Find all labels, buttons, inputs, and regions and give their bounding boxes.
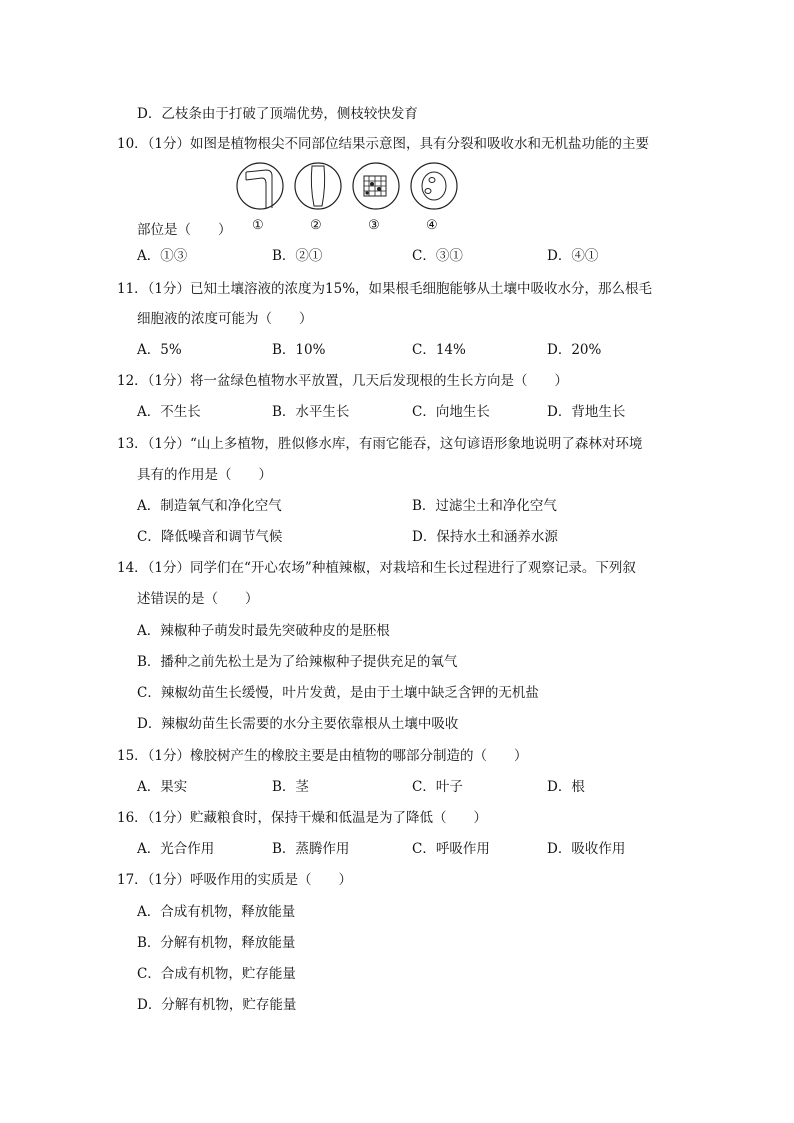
q15-option-c[interactable]: C．叶子 (412, 779, 463, 795)
q14-option-a[interactable]: A．辣椒种子萌发时最先突破种皮的是胚根 (137, 623, 390, 639)
q17-option-d[interactable]: D．分解有机物，贮存能量 (137, 997, 297, 1013)
q11-stem: 11．（1分）已知土壤溶液的浓度为15%，如果根毛细胞能够从土壤中吸收水分，那么根毛 (117, 281, 653, 297)
q14-option-d[interactable]: D．辣椒幼苗生长需要的水分主要依靠根从土壤中吸收 (137, 716, 459, 732)
figure-part-2 (295, 163, 341, 209)
q17-option-c[interactable]: C．合成有机物，贮存能量 (137, 966, 296, 982)
figure-label-2: ② (310, 218, 322, 233)
q10-option-d[interactable]: D．④① (547, 248, 599, 264)
q13-stem-cont: 具有的作用是（ ） (137, 467, 272, 483)
q14-stem-cont: 述错误的是（ ） (137, 591, 259, 607)
q13-option-c[interactable]: C．降低噪音和调节气候 (137, 529, 283, 545)
q11-option-a[interactable]: A．5% (137, 342, 182, 358)
q16-option-c[interactable]: C．呼吸作用 (412, 841, 490, 857)
q16-option-d[interactable]: D．吸收作用 (547, 841, 626, 857)
q13-option-b[interactable]: B．过滤尘土和净化空气 (412, 498, 557, 514)
q10-option-c[interactable]: C．③① (412, 248, 463, 264)
q14-option-c[interactable]: C．辣椒幼苗生长缓慢，叶片发黄，是由于土壤中缺乏含钾的无机盐 (137, 685, 539, 701)
q12-option-b[interactable]: B．水平生长 (272, 404, 350, 420)
figure-label-1: ① (252, 218, 264, 233)
figure-part-3 (353, 163, 399, 209)
q13-option-a[interactable]: A．制造氧气和净化空气 (137, 498, 282, 514)
q17-option-a[interactable]: A．合成有机物，释放能量 (137, 904, 296, 920)
q13-option-d[interactable]: D．保持水土和涵养水源 (412, 529, 558, 545)
q10-option-a[interactable]: A．①③ (137, 248, 188, 264)
figure-label-4: ④ (426, 218, 438, 233)
figure-label-3: ③ (368, 218, 380, 233)
q15-stem: 15．（1分）橡胶树产生的橡胶主要是由植物的哪部分制造的（ ） (117, 748, 528, 764)
q16-option-a[interactable]: A．光合作用 (137, 841, 215, 857)
q14-stem: 14．（1分）同学们在“开心农场”种植辣椒，对栽培和生长过程进行了观察记录。下列叙 (117, 560, 636, 576)
q14-option-b[interactable]: B．播种之前先松土是为了给辣椒种子提供充足的氧气 (137, 654, 458, 670)
q10-option-b[interactable]: B．②① (272, 248, 323, 264)
q16-option-b[interactable]: B．蒸腾作用 (272, 841, 350, 857)
q12-option-d[interactable]: D．背地生长 (547, 404, 626, 420)
q10-stem: 10．（1分）如图是植物根尖不同部位结果示意图，具有分裂和吸收水和无机盐功能的主要 (117, 136, 650, 152)
figure-part-1 (237, 163, 283, 209)
q16-stem: 16．（1分）贮藏粮食时，保持干燥和低温是为了降低（ ） (117, 810, 488, 826)
q12-option-a[interactable]: A．不生长 (137, 404, 201, 420)
root-tip-figure (232, 158, 462, 218)
q15-option-b[interactable]: B．茎 (272, 779, 309, 795)
q17-option-b[interactable]: B．分解有机物，释放能量 (137, 935, 296, 951)
q15-option-d[interactable]: D．根 (547, 779, 585, 795)
q11-option-d[interactable]: D．20% (547, 342, 602, 358)
q13-stem: 13．（1分）“山上多植物，胜似修水库，有雨它能吞，这句谚语形象地说明了森林对环境 (117, 436, 643, 452)
q12-option-c[interactable]: C．向地生长 (412, 404, 490, 420)
q11-option-b[interactable]: B．10% (272, 342, 326, 358)
figure-part-4 (411, 163, 457, 209)
q17-stem: 17．（1分）呼吸作用的实质是（ ） (117, 872, 353, 888)
q12-stem: 12．（1分）将一盆绿色植物水平放置，几天后发现根的生长方向是（ ） (117, 373, 569, 389)
q11-option-c[interactable]: C．14% (412, 342, 466, 358)
q9-option-d: D．乙枝条由于打破了顶端优势，侧枝较快发育 (137, 106, 418, 122)
q15-option-a[interactable]: A．果实 (137, 779, 188, 795)
q10-stem-cont: 部位是（ ） (137, 222, 232, 238)
q11-stem-cont: 细胞液的浓度可能为（ ） (137, 311, 313, 327)
